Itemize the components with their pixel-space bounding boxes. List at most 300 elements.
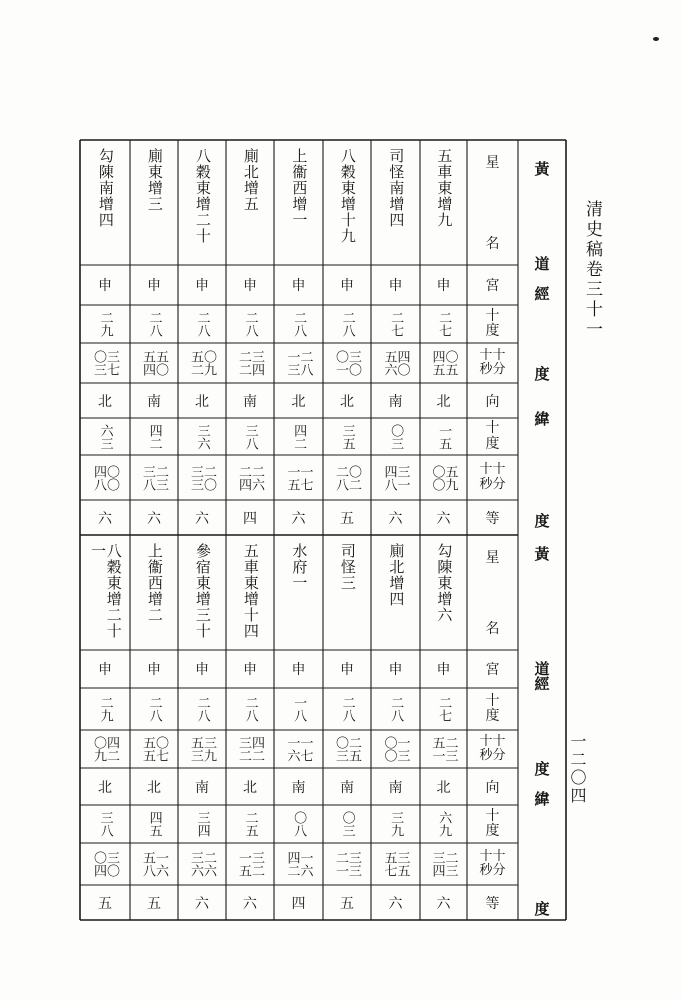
value-mag: 六	[291, 510, 306, 527]
label-mag	[467, 500, 518, 535]
value-palace: 申	[98, 662, 112, 678]
mag-cell	[274, 885, 323, 920]
header-char: 經	[534, 675, 550, 693]
value-mag: 四	[243, 510, 257, 527]
label-deg: 十度	[485, 807, 500, 839]
star-name: 勾陳東增六	[435, 543, 454, 623]
lon_ms-cell	[178, 730, 226, 768]
value-mag: 六	[436, 510, 451, 527]
value-degrees: 二七	[436, 311, 452, 337]
value-mag: 五	[98, 895, 112, 912]
palace-cell	[323, 265, 371, 305]
value-minutes: 〇二	[346, 464, 361, 491]
lon_deg-cell	[178, 688, 226, 730]
header-char: 緯	[534, 410, 550, 428]
value-seconds: 四五	[429, 350, 445, 376]
label-minsec	[467, 343, 518, 383]
value-degrees: 二八	[146, 696, 162, 722]
palace-cell	[420, 265, 467, 305]
header-char: 度	[534, 760, 550, 778]
lat_ms-cell	[323, 455, 371, 500]
lon_deg-cell	[420, 305, 467, 343]
lat_deg-cell	[323, 805, 371, 843]
star-name-cell	[323, 140, 371, 265]
mag-cell	[274, 500, 323, 535]
value-seconds: 〇四	[91, 851, 106, 877]
palace-cell	[130, 265, 178, 305]
value-seconds: 一五	[284, 464, 300, 491]
palace-cell	[80, 265, 130, 305]
label-deg	[467, 805, 518, 843]
lon_deg-cell	[178, 305, 226, 343]
value-mag: 六	[147, 510, 161, 527]
label-deg	[467, 688, 518, 730]
value-dir: 北	[291, 393, 306, 410]
value-dir: 北	[436, 393, 451, 410]
value-minutes: 三三	[346, 851, 361, 877]
lon_deg-cell	[371, 305, 420, 343]
star-name-cell	[420, 535, 467, 650]
value-degrees: 二八	[388, 696, 404, 722]
header-char: 黃	[534, 545, 550, 563]
value-minutes: 三二	[249, 851, 264, 877]
star-name: 八穀東增二十一	[89, 543, 123, 639]
lat_deg-cell	[80, 418, 130, 455]
value-mag: 五	[340, 510, 354, 527]
value-minutes: 三〇	[346, 350, 361, 376]
label-deg: 十度	[485, 420, 500, 452]
header-char: 黃	[534, 160, 550, 178]
lon_ms-cell	[226, 730, 274, 768]
lat_ms-cell	[80, 455, 130, 500]
value-seconds: 三二	[236, 736, 251, 762]
palace-cell	[226, 650, 274, 688]
lon_ms-cell	[80, 730, 130, 768]
dir-cell	[420, 383, 467, 418]
value-minutes: 一六	[297, 851, 313, 877]
label-palace: 宮	[485, 278, 500, 294]
value-minutes: 二六	[201, 851, 216, 877]
value-seconds: 二四	[236, 464, 251, 491]
dir-cell	[323, 383, 371, 418]
header-char: 經	[534, 285, 550, 303]
palace-cell	[371, 265, 420, 305]
value-degrees: 六三	[97, 423, 113, 450]
value-degrees: 二八	[339, 311, 355, 337]
value-mag: 六	[98, 510, 112, 527]
lon_deg-cell	[130, 305, 178, 343]
lat_ms-cell	[130, 455, 178, 500]
value-palace: 申	[195, 278, 209, 294]
dir-cell	[130, 383, 178, 418]
value-minutes: 二三	[442, 736, 458, 762]
value-dir: 北	[98, 393, 112, 410]
value-seconds: 二二	[236, 350, 251, 376]
value-degrees: 二八	[194, 311, 210, 337]
value-seconds: 五七	[381, 851, 397, 877]
value-dir: 南	[243, 393, 257, 410]
value-mag: 六	[388, 895, 403, 912]
value-mag: 五	[340, 895, 354, 912]
lon_ms-cell	[274, 730, 323, 768]
value-minutes: 一七	[297, 464, 313, 491]
star-name-cell	[178, 140, 226, 265]
lat_ms-cell	[226, 455, 274, 500]
value-dir: 北	[436, 779, 451, 796]
lon_ms-cell	[274, 343, 323, 383]
value-degrees: 三五	[339, 423, 355, 450]
dir-cell	[80, 768, 130, 805]
lat_deg-cell	[274, 805, 323, 843]
label-palace	[467, 265, 518, 305]
star-name-cell	[323, 535, 371, 650]
label-deg	[467, 418, 518, 455]
lat_deg-cell	[80, 805, 130, 843]
star-name-cell	[274, 140, 323, 265]
value-minutes: 三四	[249, 350, 264, 376]
dir-cell	[420, 768, 467, 805]
value-degrees: 二九	[97, 311, 113, 337]
star-name-cell	[130, 535, 178, 650]
label-minsec: 十十秒分	[479, 733, 506, 763]
value-minutes: 四〇	[394, 350, 410, 376]
lon_deg-cell	[420, 688, 467, 730]
value-degrees: 二九	[97, 696, 113, 722]
star-name-cell	[80, 140, 130, 265]
value-seconds: 二八	[333, 464, 348, 491]
lon_deg-cell	[80, 688, 130, 730]
header-char: 道	[534, 255, 550, 273]
dir-cell	[80, 383, 130, 418]
dir-cell	[323, 768, 371, 805]
value-seconds: 五四	[140, 350, 155, 376]
star-name: 司怪三	[338, 543, 357, 591]
lat_deg-cell	[226, 418, 274, 455]
lat_ms-cell	[178, 843, 226, 885]
value-minutes: 二〇	[201, 464, 216, 491]
lat_deg-cell	[130, 418, 178, 455]
label-dir	[467, 383, 518, 418]
lon_ms-cell	[420, 343, 467, 383]
lat_deg-cell	[130, 805, 178, 843]
lat_ms-cell	[420, 843, 467, 885]
label-star: 星	[485, 550, 500, 566]
star-name: 司怪南增四	[387, 148, 406, 228]
value-dir: 北	[340, 393, 354, 410]
value-minutes: 一三	[394, 736, 410, 762]
value-minutes: 二三	[442, 851, 458, 877]
label-minsec	[467, 455, 518, 500]
header-char: 度	[534, 512, 550, 530]
palace-cell	[80, 650, 130, 688]
star-name: 八穀東增二十	[193, 148, 212, 244]
lon_ms-cell	[323, 730, 371, 768]
lon_deg-cell	[323, 688, 371, 730]
lat_ms-cell	[420, 455, 467, 500]
value-degrees: 一八	[291, 696, 307, 722]
star-name: 廁北增五	[241, 148, 260, 212]
lat_ms-cell	[274, 843, 323, 885]
dir-cell	[130, 768, 178, 805]
header-char: 度	[534, 365, 550, 383]
lon_deg-cell	[274, 305, 323, 343]
lat_deg-cell	[178, 805, 226, 843]
value-palace: 申	[340, 278, 354, 294]
value-palace: 申	[388, 278, 403, 294]
value-minutes: 五九	[442, 464, 458, 491]
lat_ms-cell	[371, 843, 420, 885]
value-mag: 五	[147, 895, 161, 912]
star-name: 五車東增九	[435, 148, 454, 228]
mag-cell	[420, 500, 467, 535]
label-minsec: 十十秒分	[479, 462, 506, 492]
palace-cell	[323, 650, 371, 688]
mag-cell	[420, 885, 467, 920]
star-name: 廁北增四	[387, 543, 406, 607]
lat_deg-cell	[323, 418, 371, 455]
palace-cell	[178, 650, 226, 688]
value-seconds: 五三	[188, 736, 203, 762]
lat_ms-cell	[371, 455, 420, 500]
value-minutes: 三〇	[104, 851, 119, 877]
value-palace: 申	[98, 278, 112, 294]
lat_ms-cell	[80, 843, 130, 885]
value-degrees: 四五	[146, 811, 162, 837]
label-deg: 十度	[485, 307, 500, 339]
lon_ms-cell	[371, 343, 420, 383]
label-dir: 向	[485, 779, 500, 796]
lon_ms-cell	[371, 730, 420, 768]
value-minutes: 〇九	[201, 350, 216, 376]
value-minutes: 一六	[153, 851, 168, 877]
mag-cell	[80, 500, 130, 535]
value-minutes: 〇五	[442, 350, 458, 376]
label-minsec	[467, 730, 518, 768]
lat_deg-cell	[274, 418, 323, 455]
dir-cell	[371, 383, 420, 418]
value-minutes: 四二	[104, 736, 119, 762]
palace-cell	[420, 650, 467, 688]
palace-cell	[274, 265, 323, 305]
label-dir: 向	[485, 393, 500, 410]
lon_ms-cell	[226, 343, 274, 383]
label-name: 名	[485, 621, 500, 637]
lat_deg-cell	[226, 805, 274, 843]
value-seconds: 〇三	[91, 350, 106, 376]
dir-cell	[226, 383, 274, 418]
lat_ms-cell	[130, 843, 178, 885]
value-degrees: 三六	[194, 423, 210, 450]
value-palace: 申	[291, 662, 306, 678]
value-dir: 南	[147, 393, 161, 410]
value-dir: 北	[147, 779, 161, 796]
value-seconds: 五六	[381, 350, 397, 376]
lat_deg-cell	[420, 805, 467, 843]
value-seconds: 二一	[333, 851, 348, 877]
value-seconds: 四八	[91, 464, 106, 491]
lon_deg-cell	[80, 305, 130, 343]
value-mag: 六	[195, 510, 209, 527]
value-palace: 申	[243, 278, 257, 294]
label-palace	[467, 650, 518, 688]
value-seconds: 三三	[188, 464, 203, 491]
value-degrees: 二七	[436, 696, 452, 722]
value-dir: 南	[291, 779, 306, 796]
lon_ms-cell	[130, 343, 178, 383]
palace-cell	[226, 265, 274, 305]
value-mag: 六	[195, 895, 209, 912]
value-seconds: 三六	[188, 851, 203, 877]
value-seconds: 一三	[284, 350, 300, 376]
value-seconds: 五八	[140, 851, 155, 877]
header-char: 道	[534, 660, 550, 678]
value-palace: 申	[147, 662, 161, 678]
mag-cell	[80, 885, 130, 920]
dir-cell	[274, 383, 323, 418]
value-minutes: 二三	[153, 464, 168, 491]
star-name: 廁東增三	[145, 148, 164, 212]
palace-cell	[274, 650, 323, 688]
star-name-cell	[371, 535, 420, 650]
label-mag: 等	[485, 895, 500, 912]
label-star: 星	[485, 155, 500, 171]
value-degrees: 三八	[242, 423, 258, 450]
value-degrees: 〇八	[291, 811, 307, 837]
value-seconds: 一六	[284, 736, 300, 762]
dir-cell	[178, 768, 226, 805]
value-mag: 四	[291, 895, 306, 912]
star-name-cell	[178, 535, 226, 650]
value-seconds: 三八	[140, 464, 155, 491]
value-degrees: 一五	[436, 423, 452, 450]
value-minutes: 三一	[394, 464, 410, 491]
value-degrees: 六九	[436, 811, 452, 837]
mag-cell	[178, 500, 226, 535]
lat_deg-cell	[420, 418, 467, 455]
star-name-cell	[80, 535, 130, 650]
value-palace: 申	[436, 662, 451, 678]
dir-cell	[371, 768, 420, 805]
lon_ms-cell	[420, 730, 467, 768]
value-mag: 六	[243, 895, 257, 912]
lat_ms-cell	[323, 843, 371, 885]
value-seconds: 〇〇	[429, 464, 445, 491]
lon_deg-cell	[323, 305, 371, 343]
lat_deg-cell	[178, 418, 226, 455]
star-name: 上衞西增二	[145, 543, 164, 623]
lat_deg-cell	[371, 805, 420, 843]
value-degrees: 二七	[388, 311, 404, 337]
value-mag: 六	[388, 510, 403, 527]
header-char: 緯	[534, 790, 550, 808]
mag-cell	[226, 500, 274, 535]
star-name-cell	[130, 140, 178, 265]
value-minutes: 二六	[249, 464, 264, 491]
mag-cell	[371, 885, 420, 920]
mag-cell	[226, 885, 274, 920]
value-seconds: 五五	[140, 736, 155, 762]
lat_ms-cell	[226, 843, 274, 885]
star-name: 勾陳南增四	[96, 148, 115, 228]
star-name-cell	[371, 140, 420, 265]
mag-cell	[130, 885, 178, 920]
value-palace: 申	[243, 662, 257, 678]
star-name: 參宿東增三十	[193, 543, 212, 639]
value-palace: 申	[291, 278, 306, 294]
mag-cell	[130, 500, 178, 535]
label-dir	[467, 768, 518, 805]
value-palace: 申	[340, 662, 354, 678]
value-dir: 南	[340, 779, 354, 796]
star-name: 上衞西增一	[290, 148, 309, 228]
lon_deg-cell	[226, 305, 274, 343]
value-minutes: 三九	[201, 736, 216, 762]
lat_ms-cell	[274, 455, 323, 500]
dir-cell	[178, 383, 226, 418]
label-deg	[467, 305, 518, 343]
value-dir: 北	[243, 779, 257, 796]
value-minutes: 二八	[297, 350, 313, 376]
value-minutes: 五〇	[153, 350, 168, 376]
star-name: 八穀東增十九	[338, 148, 357, 244]
value-palace: 申	[388, 662, 403, 678]
palace-cell	[371, 650, 420, 688]
value-degrees: 〇三	[339, 811, 355, 837]
value-seconds: 五一	[429, 736, 445, 762]
value-seconds: 五二	[188, 350, 203, 376]
star-name: 水府一	[290, 543, 309, 591]
value-degrees: 二八	[146, 311, 162, 337]
value-mag: 六	[436, 895, 451, 912]
value-palace: 申	[195, 662, 209, 678]
star-name-cell	[226, 140, 274, 265]
value-minutes: 三五	[394, 851, 410, 877]
value-degrees: 四二	[146, 423, 162, 450]
value-dir: 北	[98, 779, 112, 796]
lon_deg-cell	[130, 688, 178, 730]
lon_deg-cell	[371, 688, 420, 730]
value-dir: 南	[388, 779, 403, 796]
mag-cell	[371, 500, 420, 535]
value-seconds: 一五	[236, 851, 251, 877]
value-degrees: 三四	[194, 811, 210, 837]
mag-cell	[323, 885, 371, 920]
value-degrees: 二八	[291, 311, 307, 337]
value-minutes: 〇〇	[104, 464, 119, 491]
value-dir: 南	[195, 779, 209, 796]
value-seconds: 〇三	[333, 736, 348, 762]
value-seconds: 四八	[381, 464, 397, 491]
value-minutes: 二五	[346, 736, 361, 762]
lon_ms-cell	[130, 730, 178, 768]
value-seconds: 〇一	[333, 350, 348, 376]
value-degrees: 四二	[291, 423, 307, 450]
mag-cell	[323, 500, 371, 535]
label-minsec: 十十秒分	[479, 848, 506, 878]
mag-cell	[178, 885, 226, 920]
value-degrees: 二八	[339, 696, 355, 722]
lon_ms-cell	[178, 343, 226, 383]
value-dir: 北	[195, 393, 209, 410]
palace-cell	[130, 650, 178, 688]
dir-cell	[274, 768, 323, 805]
header-char: 度	[534, 900, 550, 918]
star-name: 五車東增十四	[241, 543, 260, 639]
lon_ms-cell	[323, 343, 371, 383]
value-minutes: 一七	[297, 736, 313, 762]
label-deg: 十度	[485, 692, 500, 724]
palace-cell	[178, 265, 226, 305]
